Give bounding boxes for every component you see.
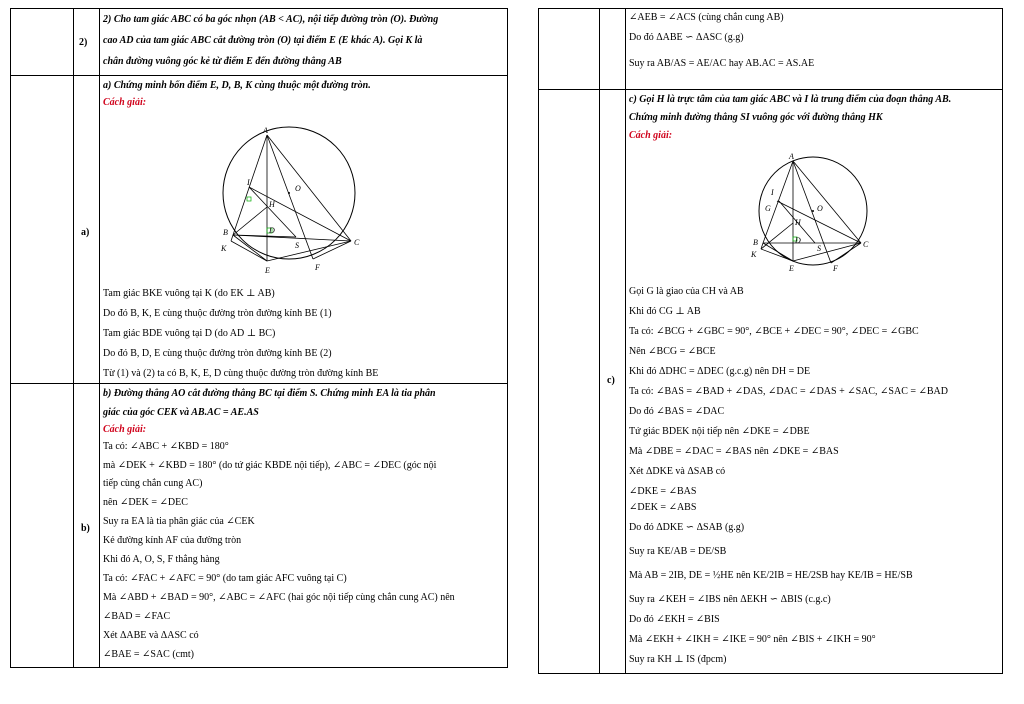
- geometry-figure-c: [749, 151, 879, 273]
- proof-line: Mà ∠DBE = ∠DAC = ∠BAS nên ∠DKE = ∠BAS: [629, 446, 839, 457]
- row-label: 2): [79, 37, 88, 48]
- svg-text:I: I: [247, 178, 250, 187]
- svg-text:K: K: [221, 244, 227, 253]
- proof-line: ∠BAE = ∠SAC (cmt): [103, 649, 195, 660]
- part-title: c) Gọi H là trực tâm của tam giác ABC và I là trung điểm của đoạn thẳng AB.: [629, 94, 952, 105]
- svg-text:H: H: [269, 200, 275, 209]
- statement-line: 2) Cho tam giác ABC có ba góc nhọn (AB < AC), nội tiếp đường tròn (O). Đường: [103, 14, 439, 25]
- right-page-table: [538, 8, 1003, 674]
- svg-text:H: H: [795, 218, 801, 227]
- proof-line: tiếp cùng chắn cung AC): [103, 478, 203, 489]
- row-label: c): [607, 375, 615, 386]
- svg-text:C: C: [863, 240, 869, 249]
- part-b-conclusion: [629, 13, 997, 69]
- svg-text:B: B: [223, 228, 228, 237]
- row-label: a): [81, 227, 90, 238]
- proof-line: Ta có: ∠FAC + ∠AFC = 90° (do tam giác AFC vuông tại C): [103, 573, 347, 584]
- svg-text:S: S: [295, 241, 299, 250]
- proof-line: Ta có: ∠BAS = ∠BAD + ∠DAS, ∠DAC = ∠DAS + ∠SAC, ∠SAC = ∠BAD: [629, 386, 949, 397]
- part-b-content: [103, 389, 503, 660]
- proof-line: Do đó ∠EKH = ∠BIS: [629, 614, 720, 625]
- proof-line: Suy ra EA là tia phân giác của ∠CEK: [103, 516, 255, 527]
- problem-statement: [103, 15, 503, 67]
- svg-text:E: E: [265, 266, 270, 275]
- proof-line: Suy ra KE/AB = DE/SB: [629, 546, 727, 557]
- part-title: a) Chứng minh bốn điểm E, D, B, K cùng thuộc một đường tròn.: [103, 80, 371, 91]
- proof-line: Do đó ΔABE ∽ ΔASC (g.g): [629, 32, 744, 43]
- svg-text:A: A: [789, 152, 794, 161]
- proof-line: Xét ΔDKE và ΔSAB có: [629, 466, 726, 477]
- left-page-table: [10, 8, 508, 668]
- proof-line: ∠BAD = ∠FAC: [103, 611, 171, 622]
- row-problem-2: [11, 9, 507, 76]
- proof-line: Suy ra ∠KEH = ∠IBS nên ΔEKH ∽ ΔBIS (c.g.c): [629, 594, 831, 605]
- proof-line: Mà ∠ABD + ∠BAD = 90°, ∠ABC = ∠AFC (hai góc nội tiếp cùng chắn cung AC) nên: [103, 592, 455, 603]
- svg-text:C: C: [354, 238, 360, 247]
- svg-text:E: E: [789, 264, 794, 273]
- svg-text:I: I: [771, 188, 774, 197]
- part-c-proof: [629, 287, 997, 665]
- proof-line: Kẻ đường kính AF của đường tròn: [103, 535, 242, 546]
- proof-line: Ta có: ∠ABC + ∠KBD = 180°: [103, 441, 229, 452]
- part-a-proof: [103, 289, 503, 379]
- svg-text:K: K: [751, 250, 757, 259]
- solution-label: Cách giải:: [629, 130, 673, 141]
- svg-text:F: F: [315, 263, 320, 272]
- proof-line: Tam giác BKE vuông tại K (do EK ⊥ AB): [103, 288, 275, 299]
- svg-text:F: F: [833, 264, 838, 273]
- proof-line: ∠DKE = ∠BAS: [629, 486, 697, 497]
- proof-line: nên ∠DEK = ∠DEC: [103, 497, 188, 508]
- proof-line: Nên ∠BCG = ∠BCE: [629, 346, 716, 357]
- proof-line: mà ∠DEK + ∠KBD = 180° (do tứ giác KBDE nội tiếp), ∠ABC = ∠DEC (góc nội: [103, 460, 437, 471]
- proof-line: Do đó B, K, E cùng thuộc đường tròn đường kính BE (1): [103, 308, 332, 319]
- solution-label: Cách giải:: [103, 424, 147, 435]
- solution-label: Cách giải:: [103, 97, 147, 108]
- row-part-b-continued: [539, 9, 1002, 90]
- proof-line: Suy ra AB/AS = AE/AC hay AB.AC = AS.AE: [629, 58, 815, 69]
- row-part-a: [11, 75, 507, 384]
- proof-line: Do đó ∠BAS = ∠DAC: [629, 406, 725, 417]
- svg-text:O: O: [817, 204, 823, 213]
- proof-line: Xét ΔABE và ΔASC có: [103, 630, 199, 641]
- statement-line: chân đường vuông góc kẻ từ điểm E đến đường thẳng AB: [103, 56, 342, 67]
- proof-line: Gọi G là giao của CH và AB: [629, 286, 744, 297]
- svg-text:O: O: [295, 184, 301, 193]
- proof-line: Mà ∠EKH + ∠IKH = ∠IKE = 90° nên ∠BIS + ∠IKH = 90°: [629, 634, 876, 645]
- geometry-figure: [211, 121, 371, 281]
- svg-text:A: A: [263, 126, 268, 135]
- part-a-content: [103, 81, 503, 108]
- part-title: giác của góc CEK và AB.AC = AE.AS: [103, 407, 259, 418]
- proof-line: Tứ giác BDEK nội tiếp nên ∠DKE = ∠DBE: [629, 426, 810, 437]
- proof-line: ∠DEK = ∠ABS: [629, 502, 697, 513]
- proof-line: Khi đó ΔDHC = ΔDEC (g.c.g) nên DH = DE: [629, 366, 811, 377]
- svg-text:S: S: [817, 244, 821, 253]
- row-part-c: [539, 89, 1002, 673]
- proof-line: Suy ra KH ⊥ IS (đpcm): [629, 654, 727, 665]
- part-c-content: [629, 95, 997, 141]
- proof-line: Do đó ΔDKE ∽ ΔSAB (g.g): [629, 522, 745, 533]
- row-label: b): [81, 523, 90, 534]
- part-title: Chứng minh đường thẳng SI vuông góc với đường thẳng HK: [629, 112, 883, 123]
- proof-line: Tam giác BDE vuông tại D (do AD ⊥ BC): [103, 328, 276, 339]
- proof-line: Từ (1) và (2) ta có B, K, E, D cùng thuộc đường tròn đường kính BE: [103, 368, 379, 379]
- statement-line: cao AD của tam giác ABC cắt đường tròn (O) tại điểm E (E khác A). Gọi K là: [103, 35, 423, 46]
- svg-text:D: D: [795, 236, 801, 245]
- svg-text:G: G: [765, 204, 771, 213]
- proof-line: Ta có: ∠BCG + ∠GBC = 90°, ∠BCE + ∠DEC = 90°, ∠DEC = ∠GBC: [629, 326, 919, 337]
- part-title: b) Đường thẳng AO cắt đường thẳng BC tại điểm S. Chứng minh EA là tia phân: [103, 388, 436, 399]
- row-part-b: [11, 383, 507, 667]
- svg-text:D: D: [269, 226, 275, 235]
- proof-line: ∠AEB = ∠ACS (cùng chắn cung AB): [629, 12, 784, 23]
- proof-line: Do đó B, D, E cùng thuộc đường tròn đường kính BE (2): [103, 348, 332, 359]
- svg-text:B: B: [753, 238, 758, 247]
- proof-line: Khi đó CG ⊥ AB: [629, 306, 701, 317]
- proof-line: Khi đó A, O, S, F thẳng hàng: [103, 554, 220, 565]
- proof-line: Mà AB = 2IB, DE = ½HE nên KE/2IB = HE/2SB hay KE/IB = HE/SB: [629, 570, 913, 581]
